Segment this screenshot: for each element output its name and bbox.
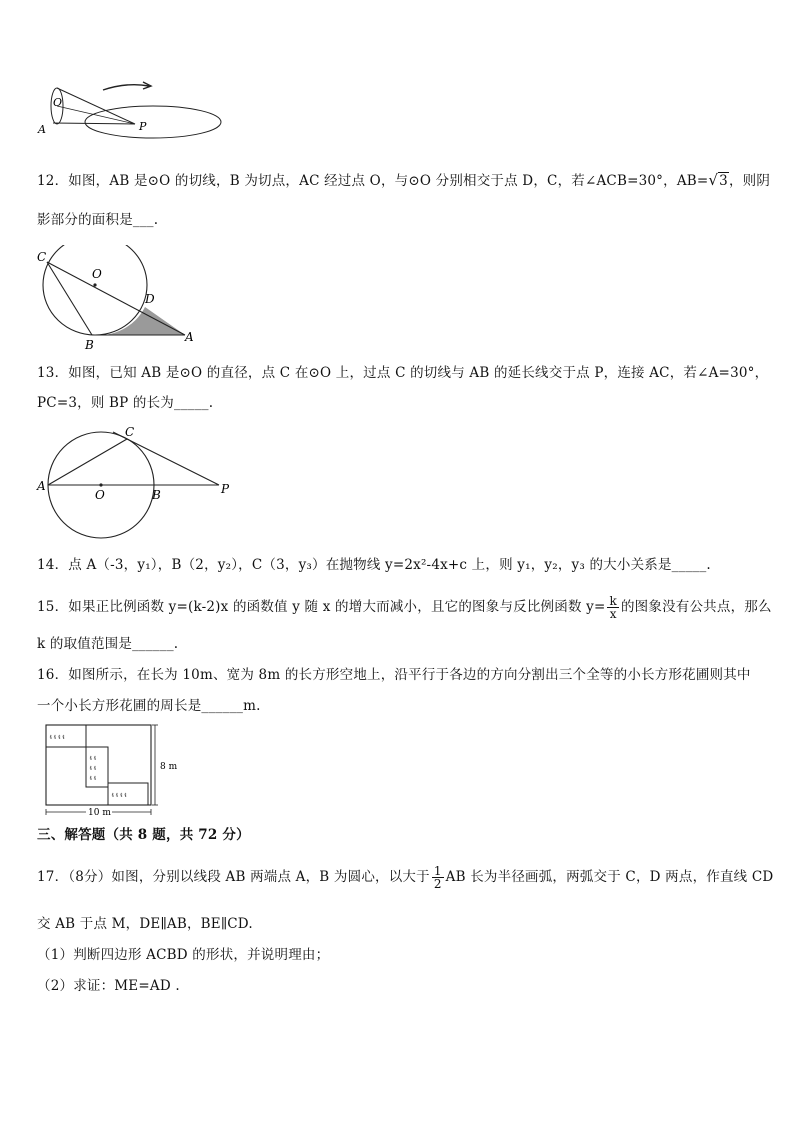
- section-heading: 三、解答题（共 8 题，共 72 分）: [37, 827, 250, 843]
- sqrt-expression: √3: [708, 171, 728, 189]
- svg-text:ᵵ ᵵ: ᵵ ᵵ: [90, 764, 97, 772]
- q12-figure: [35, 245, 205, 355]
- q12-line1: 12．如图，AB 是⊙O 的切线，B 为切点，AC 经过点 O，与⊙O 分别相交于点 D，C，若∠ACB=30°，AB=√3，则阴: [37, 171, 771, 189]
- fraction-one-half: $\frac{1}{2}$: [433, 864, 442, 891]
- q15-line2: k 的取值范围是______.: [37, 636, 179, 652]
- q12-line2: 影部分的面积是___.: [37, 212, 159, 228]
- q17-part1: （1）判断四边形 ACBD 的形状，并说明理由；: [37, 947, 330, 963]
- rotation-arrow: [103, 85, 149, 90]
- shaded-region: [92, 307, 185, 335]
- q14-line1: 14．点 A（-3，y₁），B（2，y₂），C（3，y₃）在抛物线 y=2x²-4x+c 上，则 y₁，y₂，y₃ 的大小关系是_____.: [37, 557, 711, 573]
- label-a: A: [185, 330, 194, 344]
- label-d: D: [145, 292, 155, 306]
- label-c: C: [125, 425, 135, 439]
- q17-line1: 17．（8分）如图，分别以线段 AB 两端点 A，B 为圆心，以大于 $\frac{1}{2}$ AB 长为半径画弧，两弧交于 C，D 两点，作直线 CD: [37, 864, 774, 891]
- label-a: A: [38, 123, 46, 136]
- label-o: O: [53, 96, 63, 109]
- circle-o: [43, 245, 147, 335]
- label-b: B: [85, 338, 94, 352]
- q13-line1: 13．如图，已知 AB 是⊙O 的直径，点 C 在⊙O 上，过点 C 的切线与 AB 的延长线交于点 P，连接 AC，若∠A=30°，: [37, 365, 769, 381]
- q16-line2: 一个小长方形花圃的周长是______m.: [37, 698, 261, 714]
- q16-line1: 16．如图所示，在长为 10m、宽为 8m 的长方形空地上，沿平行于各边的方向分割出三个全等的小长方形花圃则其中: [37, 667, 751, 683]
- label-p: P: [221, 482, 230, 496]
- label-o: O: [92, 267, 102, 281]
- svg-text:ᵵ ᵵ ᵵ ᵵ: ᵵ ᵵ ᵵ ᵵ: [50, 733, 65, 741]
- label-p: P: [139, 120, 147, 133]
- cone-figure: [35, 78, 225, 140]
- label-o: O: [95, 488, 105, 502]
- height-label: 8 m: [160, 762, 178, 772]
- q17-line2: 交 AB 于点 M，DE∥AB，BE∥CD.: [37, 916, 253, 932]
- q17-part2: （2）求证：ME=AD .: [37, 978, 180, 994]
- fraction-k-over-x: $\frac{k}{x}$: [609, 594, 617, 621]
- q15-line1: 15．如果正比例函数 y=(k-2)x 的函数值 y 随 x 的增大而减小，且它的图象与反比例函数 y= $\frac{k}{x}$ 的图象没有公共点，那么: [37, 594, 772, 621]
- svg-text:ᵵ ᵵ: ᵵ ᵵ: [90, 754, 97, 762]
- label-c: C: [37, 250, 47, 264]
- svg-text:ᵵ ᵵ: ᵵ ᵵ: [90, 774, 97, 782]
- q13-line2: PC=3，则 BP 的长为_____.: [37, 395, 214, 411]
- q16-figure: [42, 722, 182, 822]
- label-b: B: [152, 488, 161, 502]
- label-a: A: [37, 479, 46, 493]
- width-label: 10 m: [88, 808, 111, 818]
- svg-text:ᵵ ᵵ ᵵ ᵵ: ᵵ ᵵ ᵵ ᵵ: [112, 791, 127, 799]
- q13-figure: [35, 423, 240, 543]
